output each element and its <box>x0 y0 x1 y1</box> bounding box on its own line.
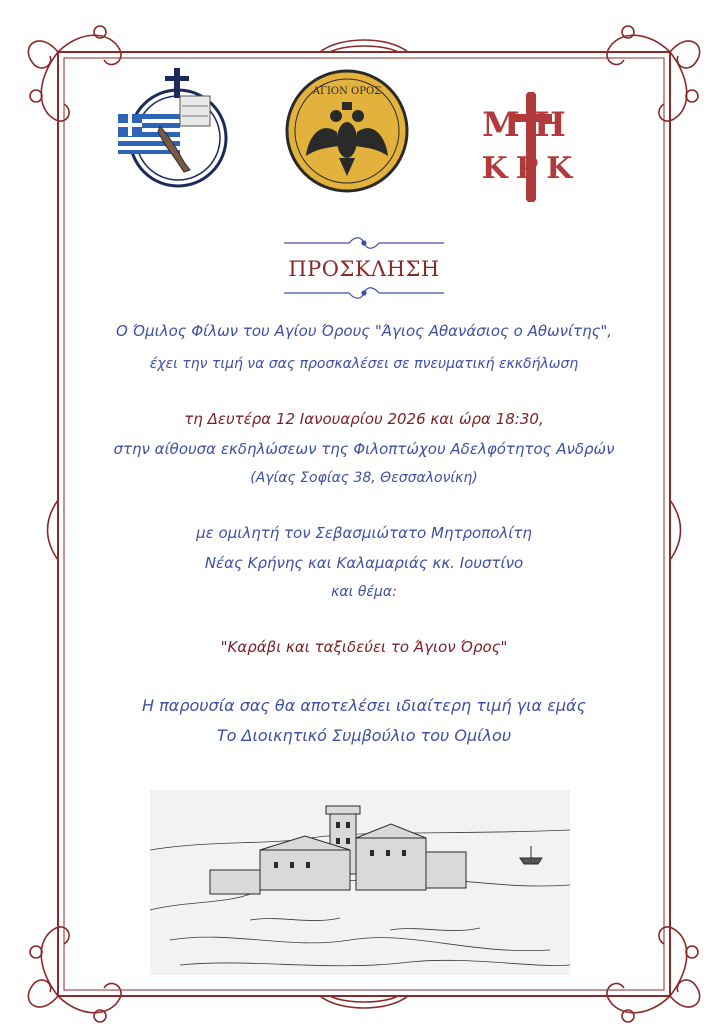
address-line: (Αγίας Σοφίας 38, Θεσσαλονίκη) <box>250 470 478 486</box>
intro-line-1: Ο Όμιλος Φίλων του Αγίου Όρους "Άγιος Αθανάσιος ο Αθωνίτης", <box>115 322 613 340</box>
speaker-line-2: Νέας Κρήνης και Καλαμαριάς κκ. Ιουστίνο <box>204 554 524 572</box>
topic-line: "Καράβι και ταξιδεύει το Άγιον Όρος" <box>220 638 508 656</box>
venue-line: στην αίθουσα εκδηλώσεων της Φιλοπτώχου Αδελφότητος Ανδρών <box>113 440 615 458</box>
date-line: τη Δευτέρα 12 Ιανουαρίου 2026 και ώρα 18:30, <box>184 410 544 428</box>
top-flourish-icon <box>279 236 449 250</box>
intro-line-2: έχει την τιμή να σας προσκαλέσει σε πνευματική εκκδήλωση <box>149 356 579 372</box>
agion-oros-seal-logo <box>284 68 410 194</box>
page-title: ΠΡΟΣΚΛΗΣΗ <box>288 257 440 281</box>
heading-block <box>0 236 728 300</box>
monastery-engraving-image <box>150 790 570 975</box>
bottom-flourish-icon <box>279 286 449 300</box>
seal-text: ΑΓΙΟΝ ΟΡΟΣ <box>312 86 382 97</box>
club-emblem-logo <box>110 66 235 191</box>
byzantine-monogram-logo <box>472 92 590 202</box>
topic-intro: και θέμα: <box>331 584 397 600</box>
svg-text:ΚΡΚ: ΚΡΚ <box>481 151 581 186</box>
closing-line: Η παρουσία σας θα αποτελέσει ιδιαίτερη τιμή για εμάς <box>142 696 586 715</box>
svg-text:ΜΗ: ΜΗ <box>482 105 580 145</box>
speaker-line-1: με ομιλητή τον Σεβασμιώτατο Μητροπολίτη <box>196 524 532 542</box>
signature-line: Το Διοικητικό Συμβούλιο του Ομίλου <box>216 726 512 745</box>
